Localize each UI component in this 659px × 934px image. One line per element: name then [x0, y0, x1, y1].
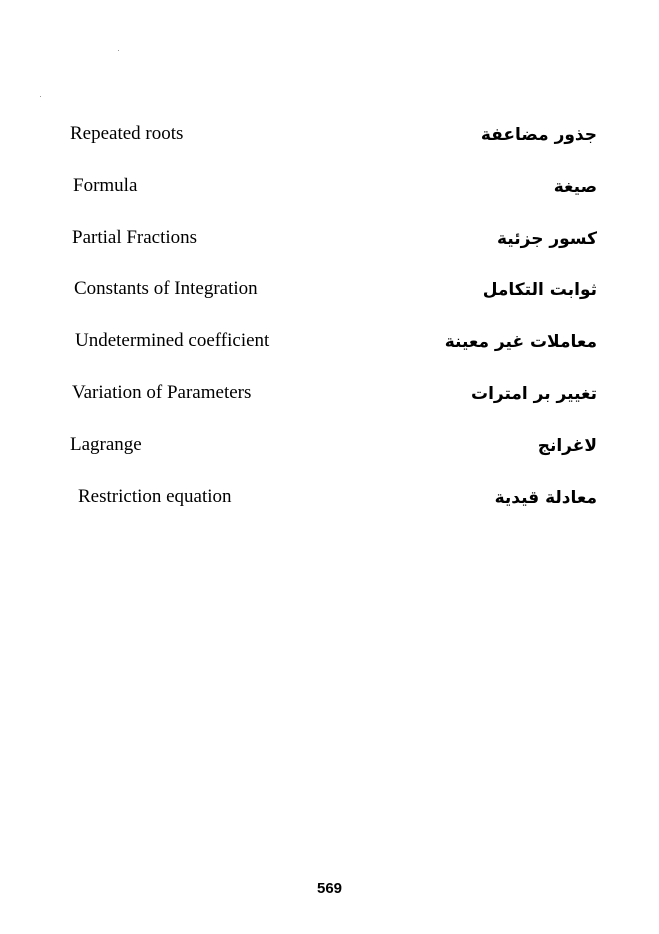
english-term: Restriction equation: [78, 485, 232, 507]
arabic-term: تغيير بر امترات: [470, 383, 597, 404]
glossary-row: [0, 377, 659, 429]
english-term: Repeated roots: [70, 123, 184, 144]
glossary-row: [0, 273, 659, 325]
scan-speck: [40, 96, 41, 97]
english-term: Formula: [73, 174, 138, 196]
english-term: Undetermined coefficient: [75, 330, 270, 352]
arabic-term: جذور مضاعفة: [480, 125, 597, 145]
glossary-row: [0, 429, 659, 481]
english-term: Variation of Parameters: [72, 381, 252, 403]
arabic-term: صيغة: [553, 176, 597, 197]
arabic-term: كسور جزئية: [496, 228, 597, 249]
english-term: Partial Fractions: [72, 226, 198, 248]
arabic-term: ثوابت التكامل: [482, 280, 597, 301]
scan-speck: [118, 50, 119, 51]
english-term: Lagrange: [70, 433, 142, 455]
glossary-row: [0, 481, 659, 533]
page-number: 569: [316, 880, 343, 897]
glossary-row: [0, 170, 659, 222]
arabic-term: معاملات غير معينة: [444, 332, 597, 353]
english-term: Constants of Integration: [74, 278, 258, 300]
arabic-term: معادلة قيدية: [494, 487, 597, 508]
arabic-term: لاغرانج: [537, 435, 597, 456]
glossary-row: [0, 325, 659, 377]
glossary-row: [0, 222, 659, 274]
glossary-table: [0, 118, 659, 532]
glossary-row: [0, 118, 659, 170]
